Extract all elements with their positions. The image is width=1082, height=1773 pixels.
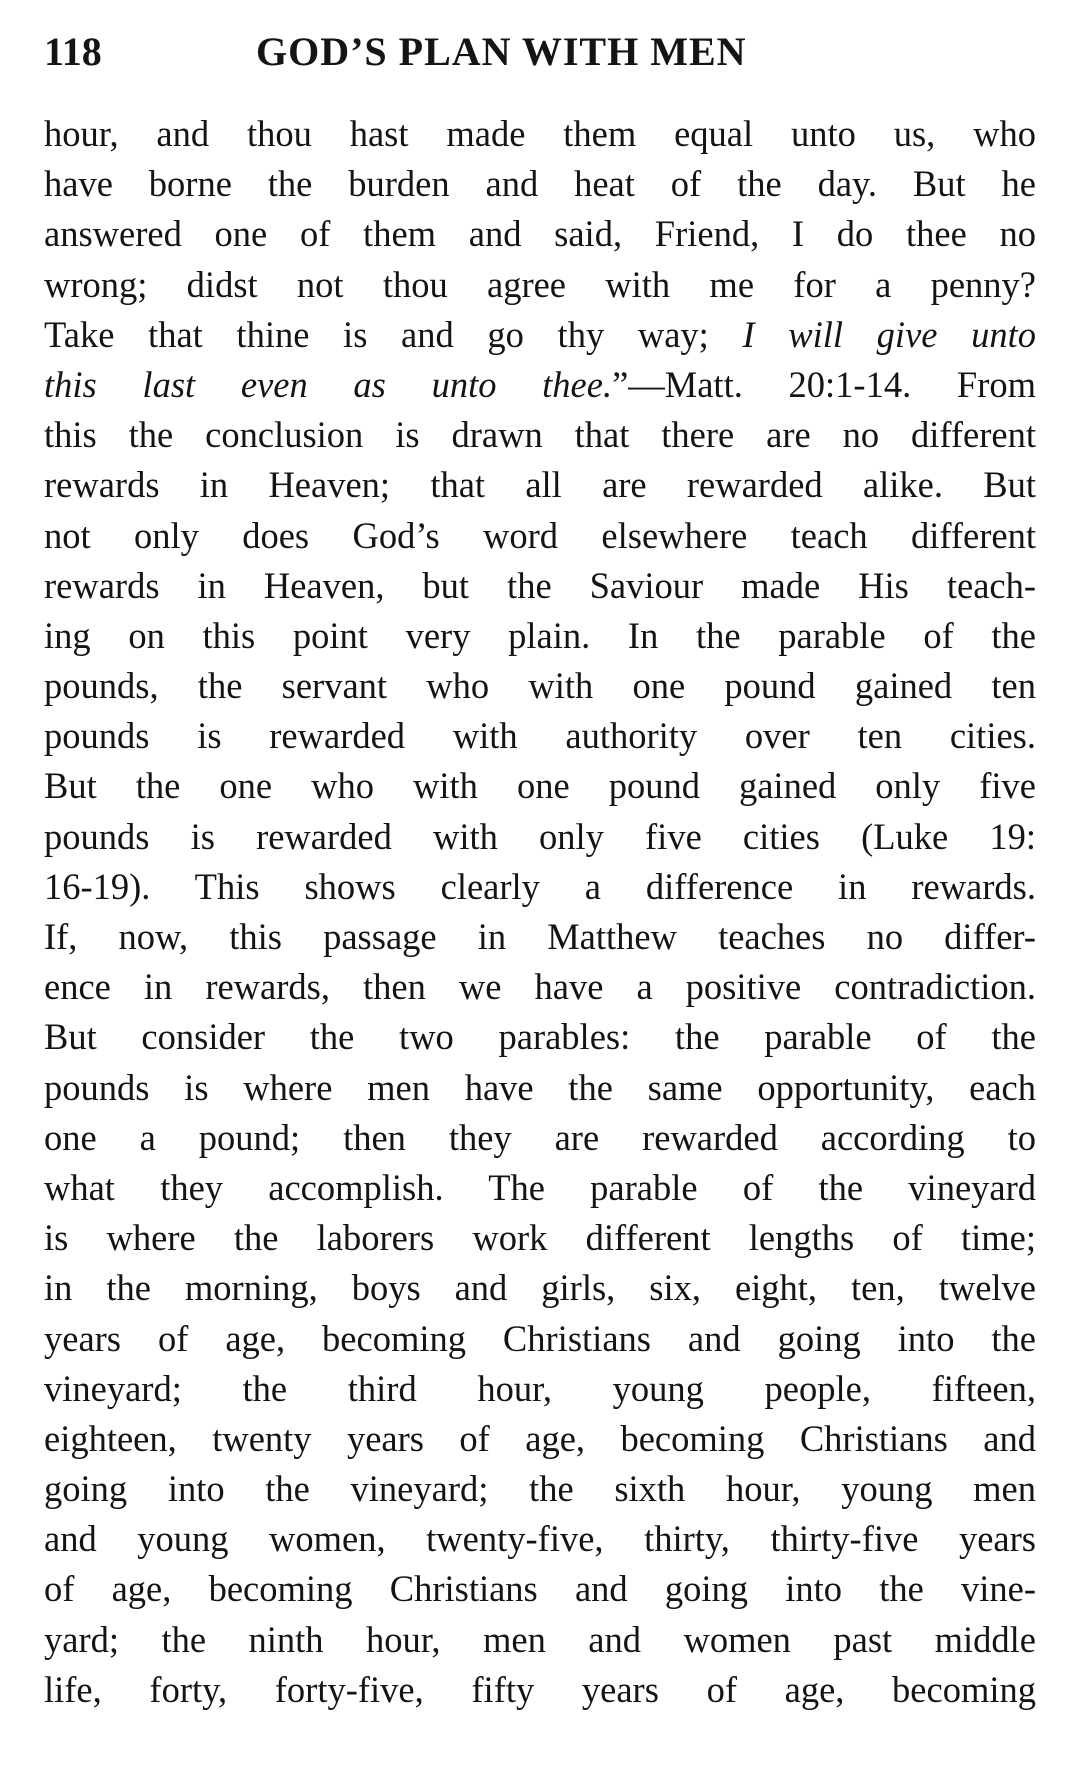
text-line <box>44 1163 1036 1213</box>
text-line <box>44 812 1036 862</box>
text-segment: answered one of them and said, Friend, I do thee no <box>44 213 1036 255</box>
text-segment: If, now, this passage in Matthew teaches no differ- <box>44 916 1036 957</box>
text-line <box>44 410 1036 460</box>
text-segment: pounds is rewarded with only five cities (Luke 19: <box>44 815 1036 857</box>
text-line <box>44 912 1036 962</box>
text-line <box>44 611 1036 661</box>
text-segment: But consider the two parables: the parable of the <box>44 1016 1036 1058</box>
text-segment: in the morning, boys and girls, six, eight, ten, twelve <box>44 1267 1036 1309</box>
text-line <box>44 109 1036 159</box>
text-line <box>44 661 1036 711</box>
page-number: 118 <box>44 29 102 74</box>
text-line <box>44 1464 1036 1514</box>
text-segment: years of age, becoming Christians and going into the <box>44 1317 1036 1359</box>
text-line <box>44 511 1036 561</box>
text-line <box>44 460 1036 510</box>
text-segment: and young women, twenty-five, thirty, thirty-five years <box>44 1518 1036 1560</box>
text-line <box>44 1364 1036 1414</box>
text-segment: eighteen, twenty years of age, becoming Christians and <box>44 1417 1036 1459</box>
text-segment: have borne the burden and heat of the day. But he <box>44 163 1036 205</box>
text-line <box>44 1213 1036 1263</box>
italic-segment: this last even as unto thee. <box>44 363 613 405</box>
text-segment: this the conclusion is drawn that there are no different <box>44 414 1036 456</box>
text-segment: wrong; didst not thou agree with me for a penny? <box>44 263 1036 305</box>
text-segment: ”—Matt. 20:1-14. From <box>612 363 1036 405</box>
text-line <box>44 962 1036 1012</box>
text-segment: what they accomplish. The parable of the vineyard <box>44 1166 1036 1208</box>
text-segment: Take that thine is and go thy way; <box>44 313 743 355</box>
text-line <box>44 1063 1036 1113</box>
text-segment: 16-19). This shows clearly a difference in rewards. <box>44 865 1036 907</box>
text-segment: ence in rewards, then we have a positive contradiction. <box>44 966 1036 1008</box>
text-line <box>44 862 1036 912</box>
text-line <box>44 310 1036 360</box>
text-line <box>44 711 1036 761</box>
text-line <box>44 260 1036 310</box>
text-segment: ing on this point very plain. In the parable of the <box>44 614 1036 656</box>
text-segment: not only does God’s word elsewhere teach different <box>44 514 1036 556</box>
text-line <box>44 1615 1036 1665</box>
text-segment: rewards in Heaven; that all are rewarded alike. But <box>44 464 1036 506</box>
text-segment: But the one who with one pound gained only five <box>44 765 1036 807</box>
text-segment: hour, and thou hast made them equal unto us, who <box>44 113 1036 154</box>
text-line <box>44 1564 1036 1614</box>
text-line <box>44 1514 1036 1564</box>
text-line <box>44 360 1036 410</box>
italic-segment: I will give unto <box>742 313 1036 355</box>
text-line <box>44 1414 1036 1464</box>
text-line <box>44 1314 1036 1364</box>
body-text <box>44 109 1036 1715</box>
book-title: GOD’S PLAN WITH MEN <box>256 29 747 74</box>
text-segment: rewards in Heaven, but the Saviour made His teach- <box>44 564 1036 606</box>
text-line <box>44 1012 1036 1062</box>
text-segment: pounds is where men have the same opportunity, each <box>44 1066 1036 1108</box>
text-segment: pounds is rewarded with authority over ten cities. <box>44 715 1036 757</box>
text-line <box>44 1665 1036 1715</box>
text-line <box>44 761 1036 811</box>
text-segment: yard; the ninth hour, men and women past middle <box>44 1618 1036 1660</box>
text-line <box>44 1263 1036 1313</box>
text-segment: is where the laborers work different lengths of time; <box>44 1217 1036 1259</box>
text-segment: life, forty, forty-five, fifty years of age, becoming <box>44 1668 1036 1710</box>
text-line <box>44 159 1036 209</box>
text-line <box>44 561 1036 611</box>
text-segment: vineyard; the third hour, young people, fifteen, <box>44 1367 1036 1409</box>
text-segment: going into the vineyard; the sixth hour, young men <box>44 1468 1036 1510</box>
running-head <box>44 24 1034 80</box>
text-segment: one a pound; then they are rewarded according to <box>44 1116 1036 1158</box>
text-segment: of age, becoming Christians and going into the vine- <box>44 1568 1036 1610</box>
text-segment: pounds, the servant who with one pound gained ten <box>44 665 1036 707</box>
text-line <box>44 209 1036 259</box>
text-line <box>44 1113 1036 1163</box>
